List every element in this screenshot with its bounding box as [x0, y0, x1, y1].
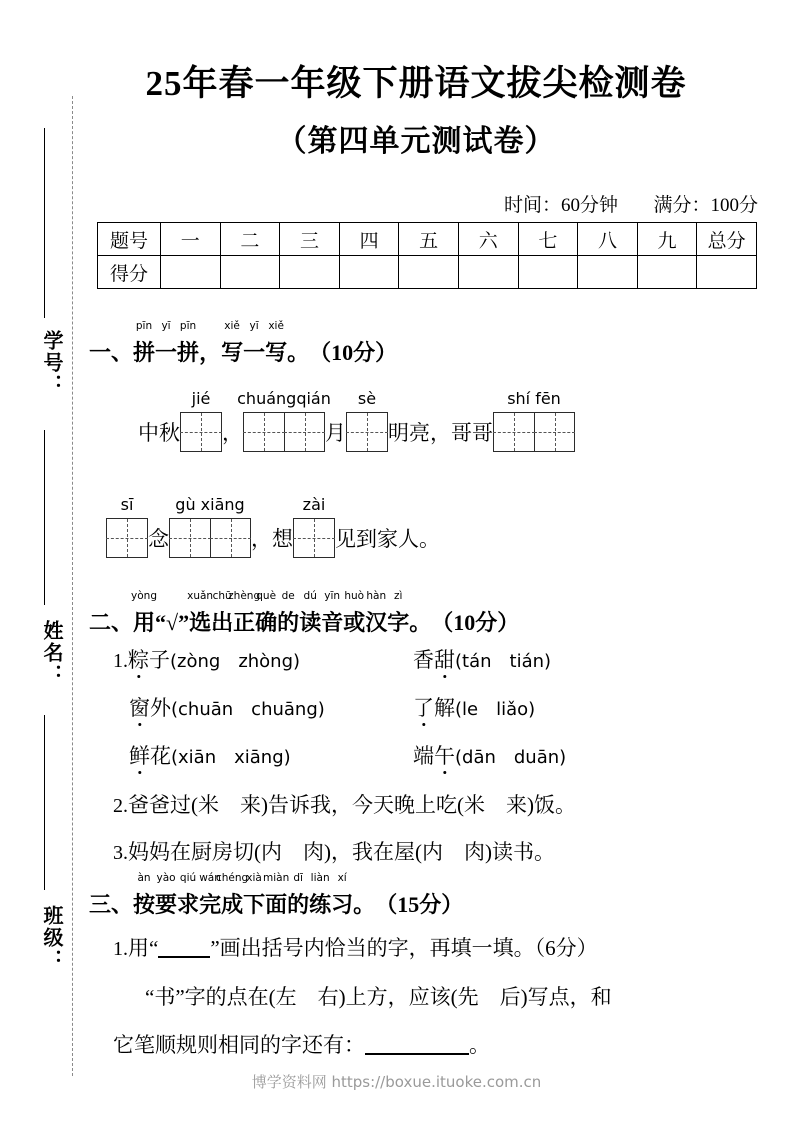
han-char: 成 — [221, 892, 244, 917]
tianzige-cell[interactable] — [294, 519, 334, 557]
pinyin-label: zài — [302, 495, 326, 514]
question-3-1-points: （6分） — [534, 936, 598, 960]
pinyin-label: shí fēn — [507, 389, 561, 408]
section-three-heading — [89, 872, 464, 919]
margin-label-student-id: 学号： — [40, 330, 62, 396]
tianzige-box[interactable] — [346, 412, 388, 452]
ruby-2-7 — [299, 590, 322, 637]
ruby-2-8 — [321, 590, 344, 637]
han-char: 完 — [199, 892, 222, 917]
han-char: 汉 — [365, 610, 388, 635]
score-cell-9[interactable] — [637, 256, 697, 289]
han-char: ， — [199, 340, 222, 365]
pinyin-annotation: yào — [156, 872, 176, 884]
row2-tail-text: 见到家人。 — [335, 527, 440, 551]
han-char: 求 — [177, 892, 200, 917]
question-2-1-row-1-left — [113, 644, 300, 674]
tianzige-box[interactable] — [106, 518, 148, 558]
pinyin-options[interactable]: (zòng zhòng) — [170, 651, 301, 672]
pinyin-annotation: zì — [394, 590, 403, 602]
score-table-col-3: 三 — [280, 223, 340, 256]
section-two-heading — [89, 590, 520, 637]
section-one-heading — [89, 320, 398, 367]
han-char: 要 — [155, 892, 178, 917]
han-char: 。 — [353, 892, 376, 917]
section-two-number: 二、 — [89, 610, 134, 635]
han-char: 下 — [243, 892, 266, 917]
question-3-1-line-2[interactable]: “书”字的点在(左 右)上方，应该(先 后)写点，和 — [145, 985, 612, 1009]
section-one-points: （10分） — [309, 340, 398, 365]
score-table-col-6: 六 — [458, 223, 518, 256]
ruby-2-6 — [277, 590, 300, 637]
ruby-3-0 — [133, 872, 156, 919]
margin-rule-1 — [44, 128, 45, 318]
pinyin-annotation: àn — [137, 872, 151, 884]
word-pre: 端 — [413, 744, 434, 768]
tianzige-box[interactable] — [493, 412, 575, 452]
pinyin-options[interactable]: (dān duān) — [455, 747, 567, 768]
ruby-1-3 — [199, 336, 221, 367]
ruby-3-2 — [177, 872, 200, 919]
section-one-row-2 — [106, 495, 440, 558]
han-char: 按 — [133, 892, 156, 917]
ruby-2-2 — [187, 590, 214, 637]
pinyin-annotation: zhèng — [228, 590, 261, 602]
pinyin-annotation: de — [281, 590, 295, 602]
han-char: 音 — [321, 610, 344, 635]
pinyin-annotation: yòng — [131, 590, 157, 602]
pinyin-options[interactable]: (le liǎo) — [455, 699, 536, 720]
underline-blank-answer[interactable] — [365, 1053, 469, 1055]
tianzige-box[interactable] — [180, 412, 222, 452]
han-char: 习 — [331, 892, 354, 917]
pinyin-grid-chuangqian[interactable] — [237, 389, 331, 452]
question-2-1-row-3-right — [413, 740, 566, 770]
word-post: 解 — [434, 696, 455, 720]
pinyin-options[interactable]: (chuān chuāng) — [171, 699, 325, 720]
tianzige-cell[interactable] — [170, 519, 210, 557]
ruby-1-7 — [287, 336, 309, 367]
emphasis-dot-char: 了 — [413, 692, 434, 722]
word-post: 花 — [150, 744, 171, 768]
han-char: 选 — [189, 610, 212, 635]
han-char: 写 — [221, 340, 244, 365]
margin-rule-3 — [44, 715, 45, 890]
score-cell-2[interactable] — [220, 256, 280, 289]
score-table-col-8: 八 — [578, 223, 638, 256]
ruby-1-6 — [265, 320, 288, 367]
score-table-col-7: 七 — [518, 223, 578, 256]
underline-blank[interactable] — [158, 956, 210, 958]
han-char: 的 — [277, 610, 300, 635]
score-table-col-2: 二 — [220, 223, 280, 256]
tianzige-cell[interactable] — [107, 519, 147, 557]
ruby-2-9 — [343, 590, 366, 637]
line3-period: 。 — [469, 1033, 490, 1057]
ruby-2-11 — [387, 590, 410, 637]
ruby-1-0 — [133, 320, 156, 367]
line3-text: 它笔顺规则相同的字还有： — [113, 1033, 365, 1057]
pinyin-grid-se[interactable] — [346, 389, 388, 452]
score-table-col-total: 总分 — [697, 223, 757, 256]
section-one-row-1 — [138, 389, 575, 452]
pinyin-grid-guxiang[interactable] — [169, 495, 251, 558]
row2-mid-2: ，想 — [251, 527, 293, 551]
tianzige-cell[interactable] — [534, 413, 574, 451]
ruby-3-10 — [353, 888, 375, 919]
han-char: 练 — [309, 892, 332, 917]
exam-meta — [504, 190, 758, 217]
ruby-3-5 — [243, 872, 266, 919]
ruby-1-2 — [177, 320, 200, 367]
ruby-1-1 — [155, 320, 178, 367]
ruby-2-1 — [155, 610, 189, 636]
row2-mid-1: 念 — [148, 527, 169, 551]
emphasis-dot-char: 午 — [434, 740, 455, 770]
pinyin-annotation: huò — [344, 590, 365, 602]
han-char: 面 — [265, 892, 288, 917]
pinyin-annotation: chéng — [215, 872, 249, 884]
emphasis-dot-char: 窗 — [129, 692, 150, 722]
question-number: 1. — [113, 938, 128, 960]
pinyin-annotation: dī — [293, 872, 303, 884]
score-cell-8[interactable] — [578, 256, 638, 289]
pinyin-annotation: xiě — [268, 320, 284, 332]
pinyin-annotation: dú — [303, 590, 317, 602]
han-char: 或 — [343, 610, 366, 635]
page-subtitle: （第四单元测试卷） — [276, 125, 556, 158]
tianzige-box[interactable] — [169, 518, 251, 558]
score-cell-7[interactable] — [518, 256, 578, 289]
pinyin-annotation: yī — [249, 320, 259, 332]
question-3-1-prompt — [113, 932, 598, 962]
score-table-row-label-0: 题号 — [98, 223, 161, 256]
pinyin-annotation: què — [256, 590, 277, 602]
ruby-3-7 — [287, 872, 310, 919]
margin-label-name: 姓名： — [40, 620, 62, 686]
margin-label-class: 班级： — [40, 905, 62, 971]
pinyin-annotation: pīn — [135, 320, 153, 332]
score-table-row-label-1: 得分 — [98, 256, 161, 289]
pinyin-annotation: hàn — [366, 590, 387, 602]
section-two-points: （10分） — [431, 610, 520, 635]
question-number: 2. — [113, 795, 128, 817]
prompt-pre: 用“ — [128, 936, 159, 960]
pinyin-label: gù xiāng — [175, 495, 245, 514]
question-2-1-row-2-left — [129, 692, 325, 722]
ruby-2-4 — [228, 590, 261, 637]
pinyin-annotation: xí — [337, 872, 347, 884]
pinyin-annotation: xià — [246, 872, 262, 884]
han-char: 出 — [211, 610, 234, 635]
ruby-1-5 — [243, 320, 266, 367]
prompt-post: ”画出括号内恰当的字，再填一填。 — [210, 936, 535, 960]
seal-dashed-line — [72, 96, 73, 1076]
han-char: 一 — [243, 340, 266, 365]
ruby-3-6 — [262, 872, 290, 919]
ruby-2-5 — [255, 590, 278, 637]
emphasis-dot-char: 甜 — [434, 644, 455, 674]
section-three-points: （15分） — [375, 892, 464, 917]
ruby-2-0 — [131, 590, 157, 637]
pinyin-label: chuángqián — [237, 389, 331, 408]
ruby-2-12 — [409, 606, 431, 637]
question-number: 1. — [113, 650, 128, 672]
han-char: 。 — [287, 340, 310, 365]
row1-lead-text: 中秋 — [138, 421, 180, 445]
pinyin-annotation: yī — [161, 320, 171, 332]
question-3-1-line-3 — [113, 1029, 490, 1059]
tianzige-box[interactable] — [293, 518, 335, 558]
section-one-number: 一、 — [89, 340, 134, 365]
han-char: 正 — [233, 610, 256, 635]
han-char: 拼 — [133, 340, 156, 365]
emphasis-dot-char: 粽 — [128, 644, 149, 674]
footer-watermark: 博学资料网 https://boxue.ituoke.com.cn — [251, 1073, 542, 1091]
ruby-2-10 — [365, 590, 388, 637]
word-post: 子 — [149, 648, 170, 672]
ruby-3-8 — [309, 872, 332, 919]
ruby-1-4 — [221, 320, 244, 367]
han-char: 字 — [387, 610, 410, 635]
pinyin-annotation: miàn — [262, 872, 290, 884]
pinyin-options[interactable]: (xiān xiāng) — [171, 747, 291, 768]
pinyin-grid-zai[interactable] — [293, 495, 335, 558]
table-row-scores — [98, 256, 757, 289]
han-char: 读 — [299, 610, 322, 635]
score-table-col-1: 一 — [161, 223, 221, 256]
row1-mid-2: 月 — [325, 421, 346, 445]
pinyin-grid-jie[interactable] — [180, 389, 222, 452]
ruby-3-9 — [331, 872, 354, 919]
score-cell-4[interactable] — [339, 256, 399, 289]
han-char: 写 — [265, 340, 288, 365]
score-table-col-9: 九 — [637, 223, 697, 256]
han-char: 确 — [255, 610, 278, 635]
question-text[interactable]: 妈妈在厨房切(内 肉)，我在屋(内 肉)读书。 — [128, 840, 555, 864]
pinyin-grid-shifen[interactable] — [493, 389, 575, 452]
score-cell-3[interactable] — [280, 256, 340, 289]
question-number: 3. — [113, 842, 128, 864]
pinyin-annotation: liàn — [310, 872, 330, 884]
ruby-3-3 — [199, 872, 222, 919]
emphasis-dot-char: 鲜 — [129, 740, 150, 770]
pinyin-options[interactable]: (tán tián) — [455, 651, 552, 672]
pinyin-label: sī — [120, 495, 134, 514]
ruby-3-1 — [155, 872, 178, 919]
pinyin-annotation: wán — [199, 872, 221, 884]
question-2-2 — [113, 789, 576, 819]
tianzige-cell[interactable] — [284, 413, 324, 451]
row1-mid-3: 明亮，哥哥 — [388, 421, 493, 445]
exam-sheet — [86, 0, 793, 1122]
row1-mid-1: ， — [222, 421, 243, 445]
tianzige-cell[interactable] — [347, 413, 387, 451]
pinyin-label: jié — [191, 389, 211, 408]
pinyin-annotation: xuǎn — [187, 590, 214, 602]
page-title: 25年春一年级下册语文拔尖检测卷 — [145, 64, 687, 103]
pinyin-grid-si[interactable] — [106, 495, 148, 558]
score-table-col-4: 四 — [339, 223, 399, 256]
score-cell-5[interactable] — [399, 256, 459, 289]
question-2-1-row-1-right — [413, 644, 551, 674]
score-cell-total[interactable] — [697, 256, 757, 289]
ruby-3-4 — [215, 872, 249, 919]
word-pre: 香 — [413, 648, 434, 672]
score-cell-6[interactable] — [458, 256, 518, 289]
table-row-question-numbers — [98, 223, 757, 256]
exam-fullscore-label: 满分：100分 — [653, 195, 758, 216]
han-char: 用 — [133, 610, 156, 635]
word-post: 外 — [150, 696, 171, 720]
score-table — [97, 222, 757, 289]
han-char: 的 — [287, 892, 310, 917]
pinyin-annotation: xiě — [224, 320, 240, 332]
tianzige-cell[interactable] — [244, 413, 284, 451]
section-three-number: 三、 — [89, 892, 134, 917]
han-char: 。 — [409, 610, 432, 635]
question-2-1-row-2-right — [413, 692, 535, 722]
tianzige-cell[interactable] — [181, 413, 221, 451]
margin-rule-2 — [44, 430, 45, 605]
check-mark-glyph: “√” — [155, 610, 190, 635]
left-margin-strip — [0, 0, 86, 1122]
ruby-2-3 — [211, 590, 234, 637]
tianzige-box[interactable] — [243, 412, 325, 452]
pinyin-label: sè — [357, 389, 377, 408]
tianzige-cell[interactable] — [494, 413, 534, 451]
question-2-1-row-3-left — [129, 740, 291, 770]
score-table-col-5: 五 — [399, 223, 459, 256]
pinyin-annotation: yīn — [324, 590, 341, 602]
score-cell-1[interactable] — [161, 256, 221, 289]
pinyin-annotation: chū — [212, 590, 232, 602]
pinyin-annotation: pīn — [179, 320, 197, 332]
question-text[interactable]: 爸爸过(米 来)告诉我，今天晚上吃(米 来)饭。 — [128, 793, 576, 817]
han-char: 一 — [155, 340, 178, 365]
tianzige-cell[interactable] — [210, 519, 250, 557]
question-2-3 — [113, 836, 555, 866]
exam-time-label: 时间：60分钟 — [503, 195, 618, 216]
han-char: 拼 — [177, 340, 200, 365]
pinyin-annotation: qiú — [179, 872, 197, 884]
